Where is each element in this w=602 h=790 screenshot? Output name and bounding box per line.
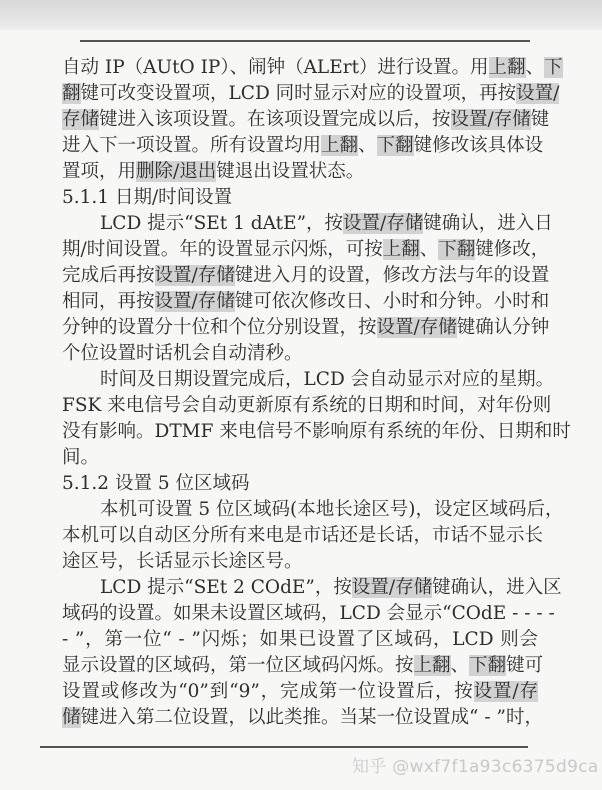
text-segment: 完成后再按 — [62, 265, 155, 286]
text-segment: 键退出设置状态。 — [216, 161, 365, 182]
highlighted-key-name: 设置/存储 — [154, 265, 235, 286]
highlighted-key-name: 存储 — [62, 109, 100, 130]
text-segment: LCD 提示“SEt 2 COdE”，按 — [100, 577, 352, 598]
text-line — [62, 601, 555, 627]
text-segment: FSK 来电信号会自动更新原有系统的日期和时间，对年份则 — [62, 395, 552, 416]
text-line — [62, 211, 553, 237]
text-line — [62, 367, 555, 393]
header-rule — [80, 40, 530, 42]
highlighted-key-name: 设置/存储 — [154, 291, 235, 312]
text-segment: 键进入该项设置。在该项设置完成以后，按 — [99, 109, 451, 130]
text-segment: 相同，再按 — [62, 291, 155, 312]
text-line — [62, 341, 538, 367]
text-line — [62, 393, 552, 419]
text-segment: 键修改， — [475, 239, 550, 260]
text-line — [62, 107, 550, 133]
highlighted-key-name: 下翻 — [376, 135, 414, 156]
text-segment: 5.1.1 日期/时间设置 — [62, 187, 233, 208]
highlighted-key-name: 下翻 — [438, 239, 476, 260]
footer-rule — [40, 746, 528, 748]
text-segment: 进入下一项设置。所有设置均用 — [62, 135, 322, 156]
text-segment: 设置或修改为“0”到“9”，完成第一位设置后，按 — [62, 681, 474, 702]
text-segment: 个位设置时话机会自动清秒。 — [62, 343, 303, 364]
text-segment: 分钟的设置分十位和个位分别设置，按 — [62, 317, 377, 338]
text-line — [62, 315, 550, 341]
document-body — [62, 55, 571, 731]
text-segment: LCD 提示“SEt 1 dAtE”，按 — [100, 213, 344, 234]
text-segment: 、 — [450, 655, 470, 676]
text-segment: 键进入月的设置，修改方法与年的设置 — [234, 265, 550, 286]
text-line — [62, 497, 564, 523]
watermark: 知乎 @wxf7f1a93c6375d9ca — [352, 757, 599, 777]
text-segment: 键可改变设置项，LCD 同时显示对应的设置项，再按 — [80, 83, 517, 104]
text-segment: 、 — [358, 135, 377, 156]
text-segment: 本机可以自动区分所有来电是市话还是长话，市话不显示长 — [62, 525, 544, 546]
text-line — [62, 159, 538, 185]
text-line — [62, 575, 562, 601]
text-line — [62, 81, 560, 107]
section-heading — [62, 185, 538, 211]
highlighted-key-name: 下翻 — [469, 655, 507, 676]
text-segment: 时间及日期设置完成后，LCD 会自动显示对应的星期。 — [100, 369, 555, 390]
text-segment: 域码的设置。如果未设置区域码，LCD 会显示“COdE - - - - — [62, 603, 555, 624]
text-line — [62, 653, 544, 679]
section-heading — [62, 471, 538, 497]
highlighted-key-name: 上翻 — [413, 655, 451, 676]
highlighted-key-name: 翻 — [62, 83, 81, 104]
highlighted-key-name: 设置/存储 — [343, 213, 424, 234]
text-line — [62, 679, 538, 705]
text-line — [62, 263, 550, 289]
text-segment: 置项，用 — [62, 161, 137, 182]
text-line — [62, 55, 563, 81]
highlighted-key-name: 上翻 — [488, 57, 526, 78]
text-segment: 自动 IP（AUtO IP）、闹钟（ALErt）进行设置。用 — [62, 57, 489, 78]
scan-edge-band — [0, 0, 602, 30]
text-segment: 键确认，进入区 — [432, 577, 562, 598]
highlighted-key-name: 删除/退出 — [136, 161, 217, 182]
text-line — [62, 237, 550, 263]
text-segment: 本机可设置 5 位区域码(本地长途区号)，设定区域码后， — [100, 499, 564, 520]
text-segment: 间。 — [62, 447, 100, 468]
text-segment: 键确认分钟 — [456, 317, 550, 338]
text-segment: 键进入第二位设置，以此类推。当某一位设置成“ - ”时， — [80, 707, 543, 728]
text-segment: 键修改该具体设 — [413, 135, 544, 156]
highlighted-key-name: 上翻 — [321, 135, 359, 156]
text-segment: 、 — [419, 239, 439, 260]
text-line — [62, 549, 538, 575]
text-segment: 没有影响。DTMF 来电信号不影响原有系统的年份、日期和时 — [62, 421, 571, 442]
text-line — [62, 133, 544, 159]
text-segment: 键可依次修改日、小时和分钟。小时和 — [234, 291, 550, 312]
text-segment: 键确认，进入日 — [423, 213, 553, 234]
text-line — [62, 419, 571, 445]
highlighted-key-name: 设置/存储 — [376, 317, 457, 338]
highlighted-key-name: 设置/存储 — [450, 109, 531, 130]
text-segment: 显示设置的区域码，第一位区域码闪烁。按 — [62, 655, 414, 676]
text-segment: 途区号，长话显示长途区号。 — [62, 551, 303, 572]
text-segment: 键可 — [506, 655, 544, 676]
text-segment: 期/时间设置。年的设置显示闪烁，可按 — [62, 239, 383, 260]
text-line — [62, 627, 538, 653]
highlighted-key-name: 上翻 — [382, 239, 420, 260]
text-line — [62, 445, 538, 471]
highlighted-key-name: 设置/ — [516, 83, 560, 104]
text-segment: 5.1.2 设置 5 位区域码 — [62, 473, 250, 494]
text-segment: - ”，第一位“ - ”闪烁；如果已设置了区域码，LCD 则会 — [62, 629, 538, 650]
text-line — [62, 289, 550, 315]
highlighted-key-name: 储 — [62, 707, 81, 728]
text-line — [62, 523, 544, 549]
text-line — [62, 705, 543, 731]
highlighted-key-name: 下 — [544, 57, 563, 78]
text-segment: 键 — [530, 109, 550, 130]
highlighted-key-name: 设置/存 — [473, 681, 538, 702]
highlighted-key-name: 设置/存储 — [351, 577, 433, 598]
text-segment: 、 — [525, 57, 545, 78]
